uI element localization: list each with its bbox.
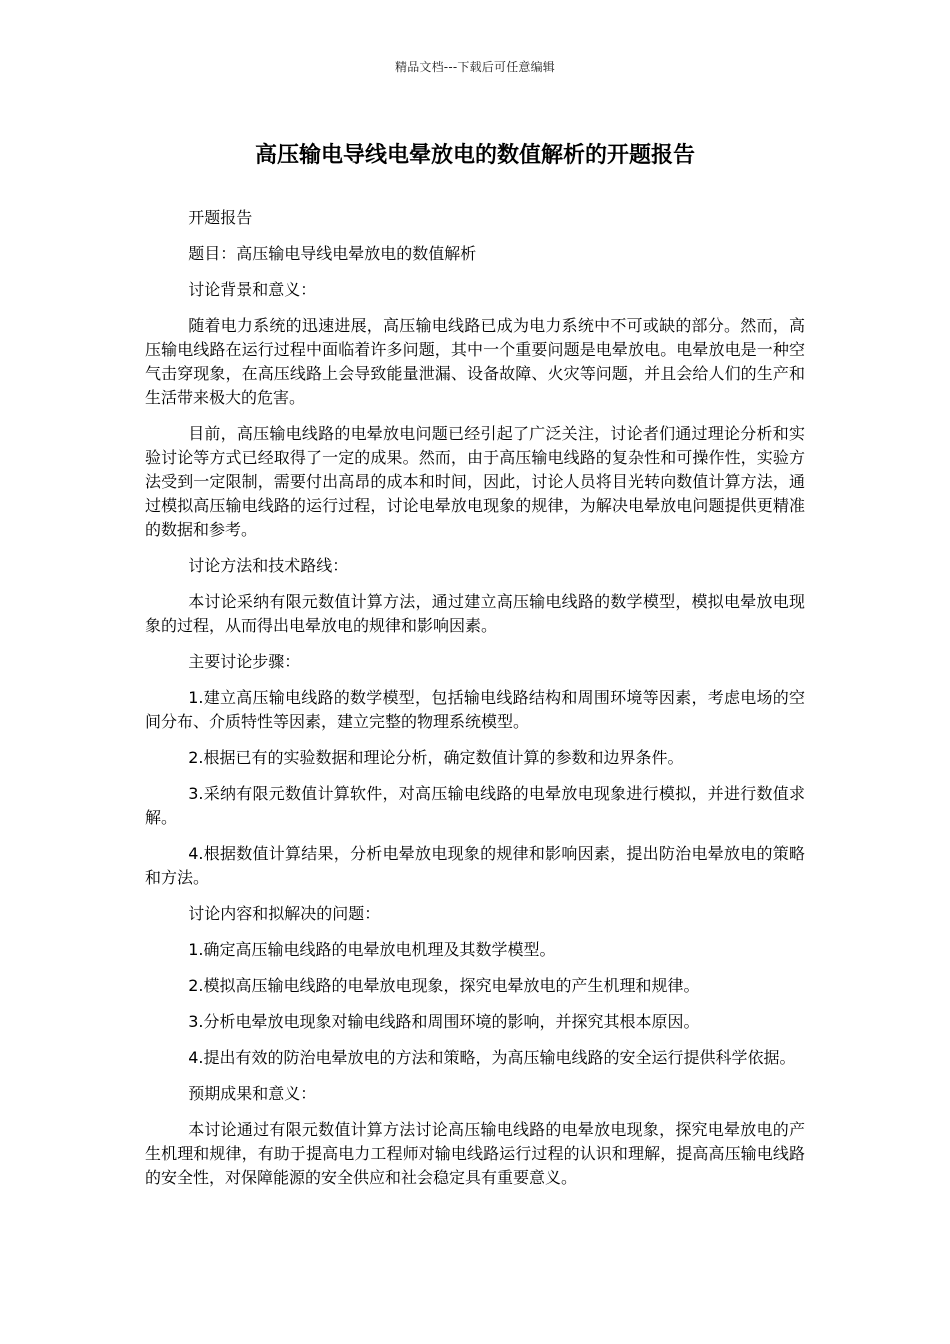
- paragraph-method: 本讨论采纳有限元数值计算方法，通过建立高压输电线路的数学模型，模拟电晕放电现象的过程，从而得出电晕放电的规律和影响因素。: [145, 592, 805, 635]
- paragraph-background-2: 目前，高压输电线路的电晕放电问题已经引起了广泛关注，讨论者们通过理论分析和实验讨论等方式已经取得了一定的成果。然而，由于高压输电线路的复杂性和可操作性，实验方法受到一定限制，需要付出高昂的成本和时间，因此，讨论人员将目光转向数值计算方法，通过模拟高压输电线路的运行过程，讨论电晕放电现象的规律，为解决电晕放电问题提供更精准的数据和参考。: [145, 424, 805, 539]
- document-title: 高压输电导线电晕放电的数值解析的开题报告: [254, 143, 695, 168]
- section-heading-background: 讨论背景和意义：: [188, 280, 317, 299]
- list-item-step-3: 3.采纳有限元数值计算软件，对高压输电线路的电晕放电现象进行模拟，并进行数值求解。: [145, 784, 805, 827]
- paragraph-background-1: 随着电力系统的迅速进展，高压输电线路已成为电力系统中不可或缺的部分。然而，高压输电线路在运行过程中面临着许多问题，其中一个重要问题是电晕放电。电晕放电是一种空气击穿现象，在高压线路上会导致能量泄漏、设备故障、火灾等问题，并且会给人们的生产和生活带来极大的危害。: [145, 316, 805, 407]
- list-item-problem-1: 1.确定高压输电线路的电晕放电机理及其数学模型。: [188, 940, 556, 959]
- list-item-step-4: 4.根据数值计算结果，分析电晕放电现象的规律和影响因素，提出防治电晕放电的策略和方法。: [145, 844, 805, 887]
- list-item-step-2: 2.根据已有的实验数据和理论分析，确定数值计算的参数和边界条件。: [188, 748, 684, 767]
- document-body: [145, 206, 805, 1202]
- paragraph-outcomes: 本讨论通过有限元数值计算方法讨论高压输电线路的电晕放电现象，探究电晕放电的产生机理和规律，有助于提高电力工程师对输电线路运行过程的认识和理解，提高高压输电线路的安全性，对保障能源的安全供应和社会稳定具有重要意义。: [145, 1120, 805, 1187]
- list-item-problem-3: 3.分析电晕放电现象对输电线路和周围环境的影响，并探究其根本原因。: [188, 1012, 700, 1031]
- list-item-step-1: 1.建立高压输电线路的数学模型，包括输电线路结构和周围环境等因素，考虑电场的空间分布、介质特性等因素，建立完整的物理系统模型。: [145, 688, 805, 731]
- paragraph-report-label: 开题报告: [188, 208, 253, 227]
- section-heading-method: 讨论方法和技术路线：: [188, 556, 349, 575]
- list-item-problem-2: 2.模拟高压输电线路的电晕放电现象，探究电晕放电的产生机理和规律。: [188, 976, 700, 995]
- section-heading-steps: 主要讨论步骤：: [188, 652, 301, 671]
- section-heading-content: 讨论内容和拟解决的问题：: [188, 904, 381, 923]
- section-heading-outcomes: 预期成果和意义：: [188, 1084, 317, 1103]
- list-item-problem-4: 4.提出有效的防治电晕放电的方法和策略，为高压输电线路的安全运行提供科学依据。: [188, 1048, 796, 1067]
- header-note: 精品文档---下载后可任意编辑: [395, 60, 555, 74]
- paragraph-topic: 题目：高压输电导线电晕放电的数值解析: [188, 244, 477, 263]
